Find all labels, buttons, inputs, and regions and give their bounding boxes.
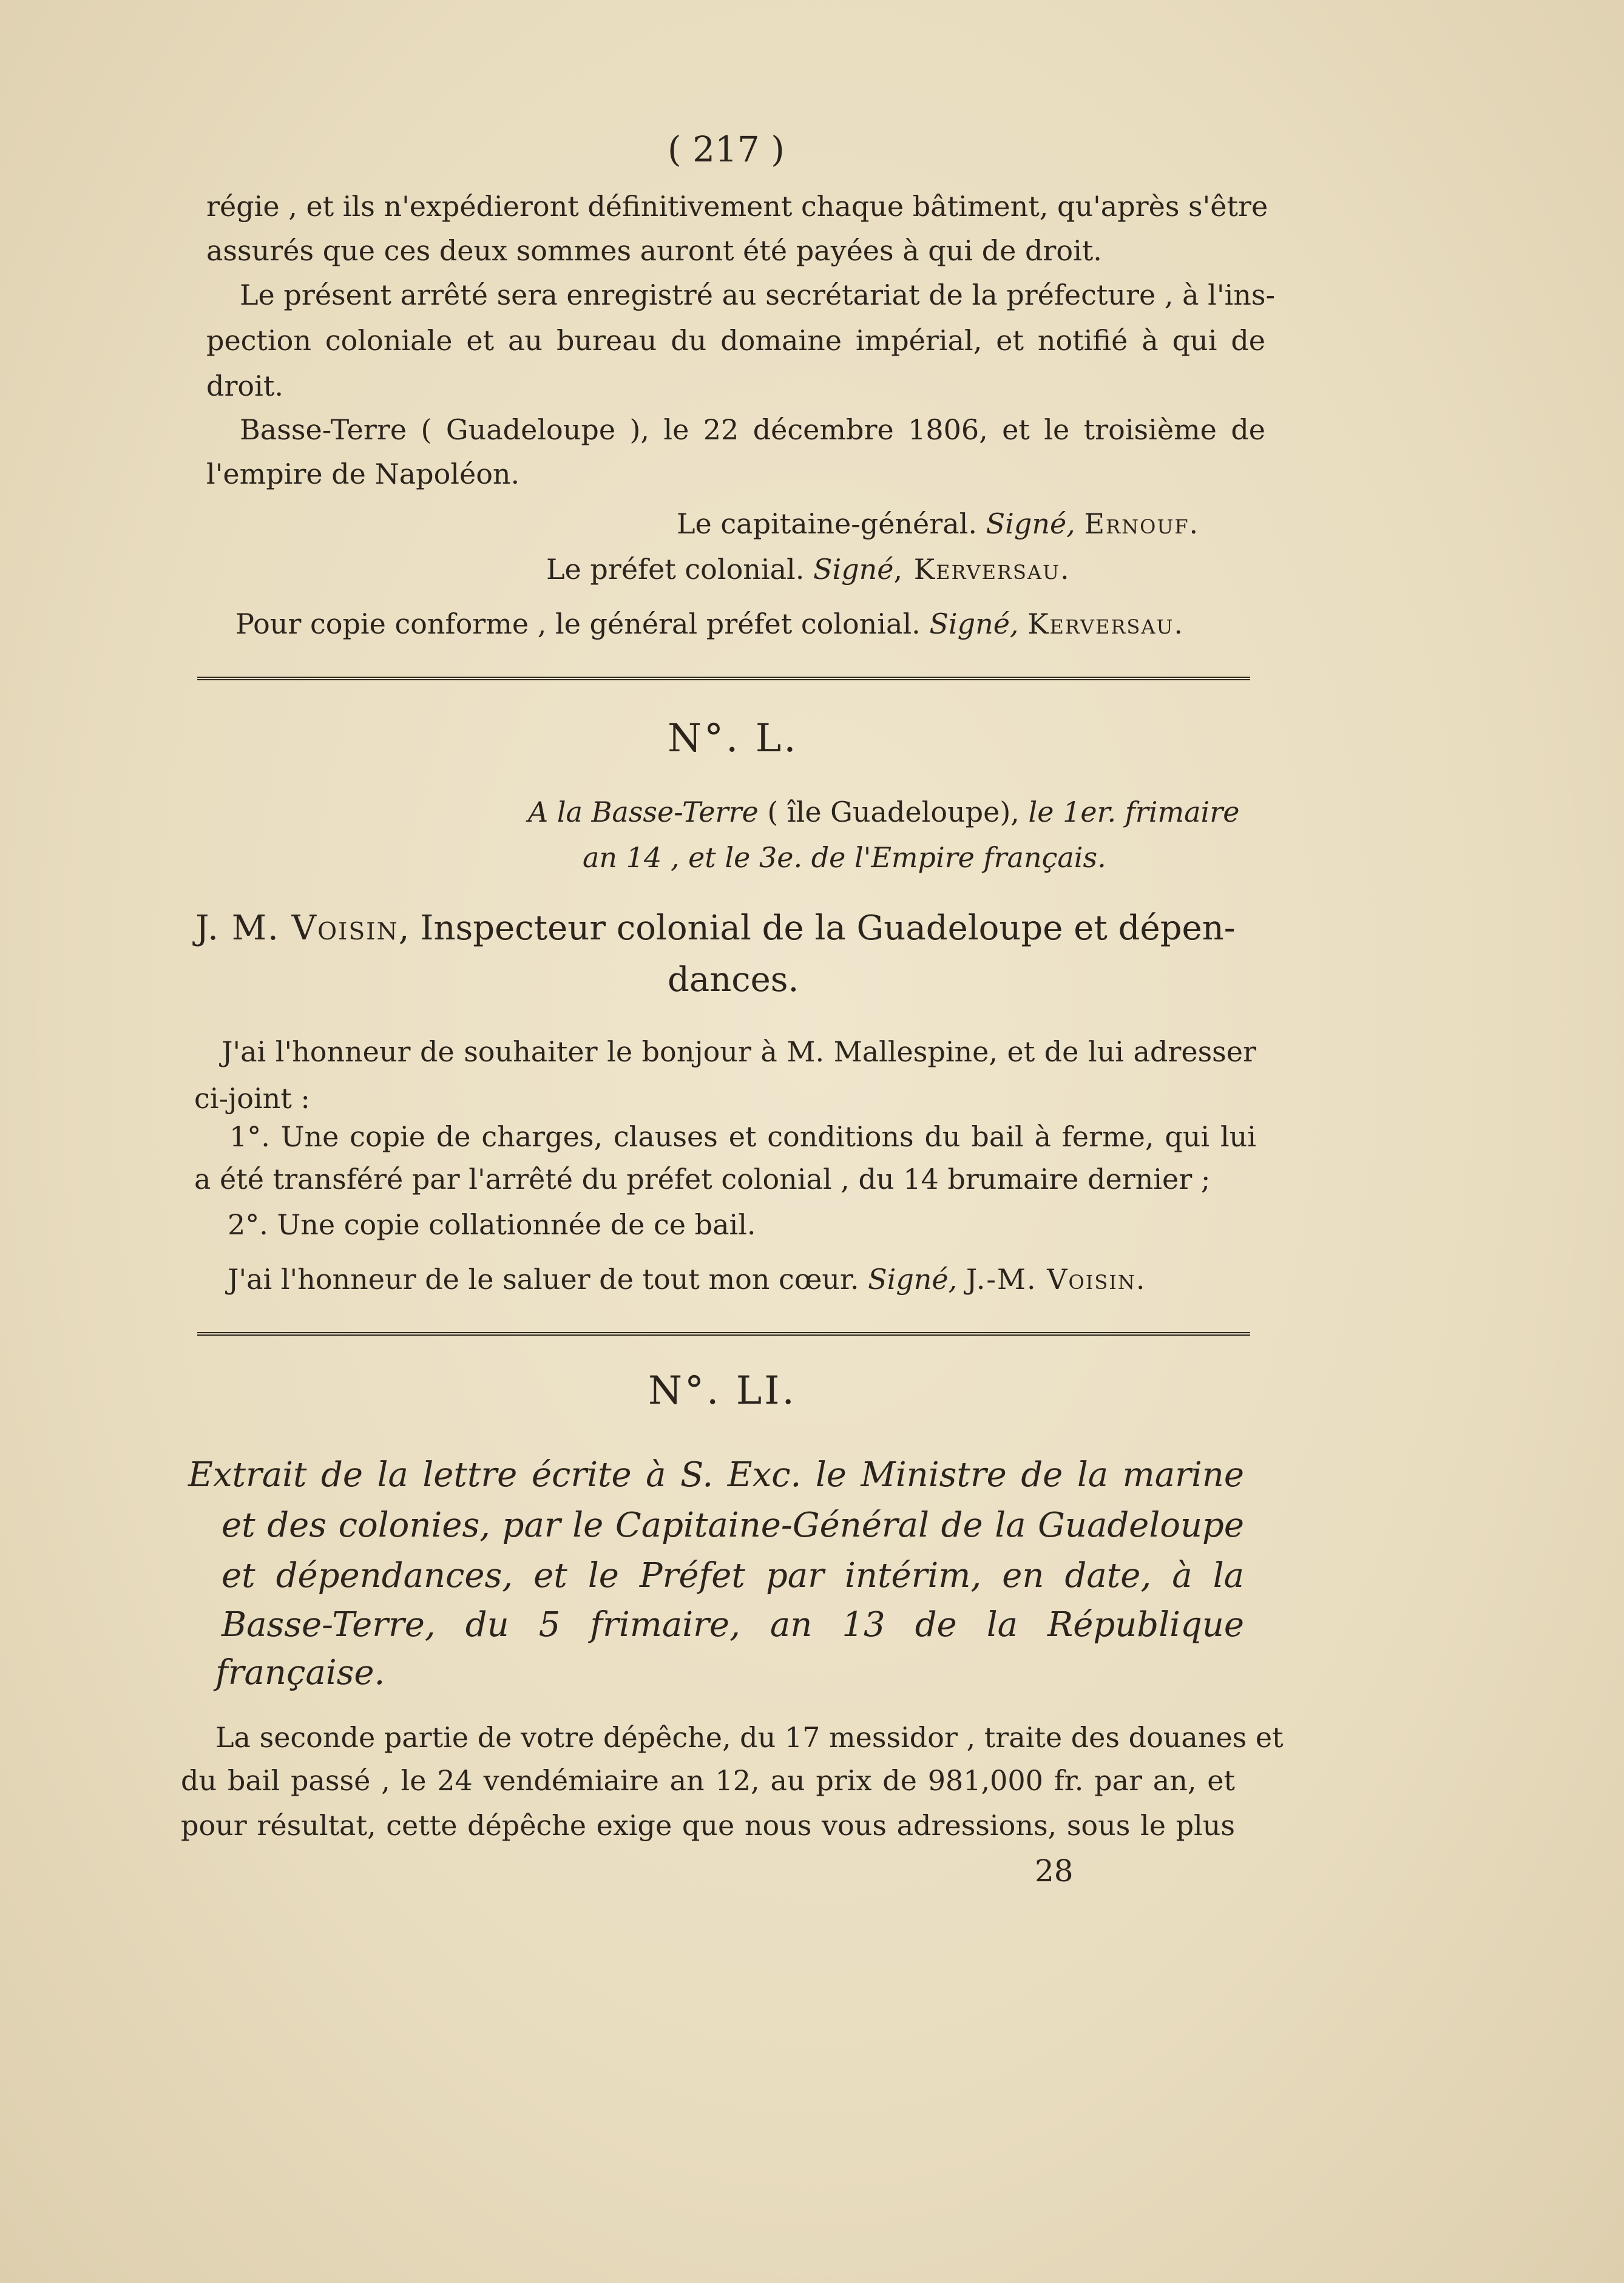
text-line: La seconde partie de votre dépêche, du 17 messidor , traite des douanes et — [215, 1721, 1284, 1754]
text-line: régie , et ils n'expédieront définitivement chaque bâtiment, qu'après s'être — [206, 190, 1268, 223]
dateline: an 14 , et le 3e. de l'Empire français. — [583, 841, 1106, 874]
text-line: du bail passé , le 24 vendémiaire an 12, au prix de 981,000 fr. par an, et — [181, 1764, 1235, 1797]
text-line: Basse-Terre ( Guadeloupe ), le 22 décembre 1806, et le troisième de — [240, 413, 1265, 446]
text-line: a été transféré par l'arrêté du préfet colonial , du 14 brumaire dernier ; — [194, 1163, 1211, 1196]
title-line: et des colonies, par le Capitaine-Général de la Guadeloupe — [222, 1506, 1244, 1545]
title-line: et dépendances, et le Préfet par intérim, en date, à la — [222, 1556, 1244, 1595]
title-line: française. — [215, 1653, 385, 1693]
text-line: ci-joint : — [194, 1082, 310, 1115]
text-line: pection coloniale et au bureau du domaine impérial, et notifié à qui de — [206, 324, 1265, 357]
text-line: pour résultat, cette dépêche exige que nous vous adressions, sous le plus — [181, 1809, 1235, 1842]
section-heading: N°. L. — [668, 716, 799, 761]
signature-line: Pour copie conforme , le général préfet colonial. Signé, Kerversau. — [235, 607, 1185, 640]
signature-mark: 28 — [1035, 1853, 1074, 1889]
dateline: A la Basse-Terre ( île Guadeloupe), le 1er. frimaire — [528, 796, 1240, 828]
text-line: J'ai l'honneur de souhaiter le bonjour à M. Mallespine, et de lui adresser — [222, 1035, 1256, 1068]
text-line: Le présent arrêté sera enregistré au secrétariat de la préfecture , à l'ins- — [240, 279, 1275, 311]
text-line: 2°. Une copie collationnée de ce bail. — [228, 1208, 756, 1241]
text-line: J'ai l'honneur de le saluer de tout mon cœur. Signé, J.-M. Voisin. — [228, 1263, 1146, 1296]
author-heading: J. M. Voisin, Inspecteur colonial de la Guadeloupe et dépen- — [195, 908, 1236, 948]
text-line: l'empire de Napoléon. — [206, 458, 520, 490]
page-number: ( 217 ) — [668, 129, 785, 170]
author-heading: dances. — [668, 960, 799, 999]
title-line: Extrait de la lettre écrite à S. Exc. le Ministre de la marine — [188, 1455, 1244, 1495]
signature-line: Le préfet colonial. Signé, Kerversau. — [546, 553, 1071, 586]
text-line: droit. — [206, 370, 283, 402]
section-divider — [197, 1332, 1250, 1336]
title-line: Basse-Terre, du 5 frimaire, an 13 de la République — [222, 1605, 1244, 1645]
section-divider — [197, 677, 1250, 680]
text-line: assurés que ces deux sommes auront été payées à qui de droit. — [206, 234, 1102, 267]
section-heading: N°. LI. — [648, 1368, 797, 1413]
text-line: 1°. Une copie de charges, clauses et conditions du bail à ferme, qui lui — [229, 1120, 1256, 1153]
signature-line: Le capitaine-général. Signé, Ernouf. — [677, 507, 1200, 540]
